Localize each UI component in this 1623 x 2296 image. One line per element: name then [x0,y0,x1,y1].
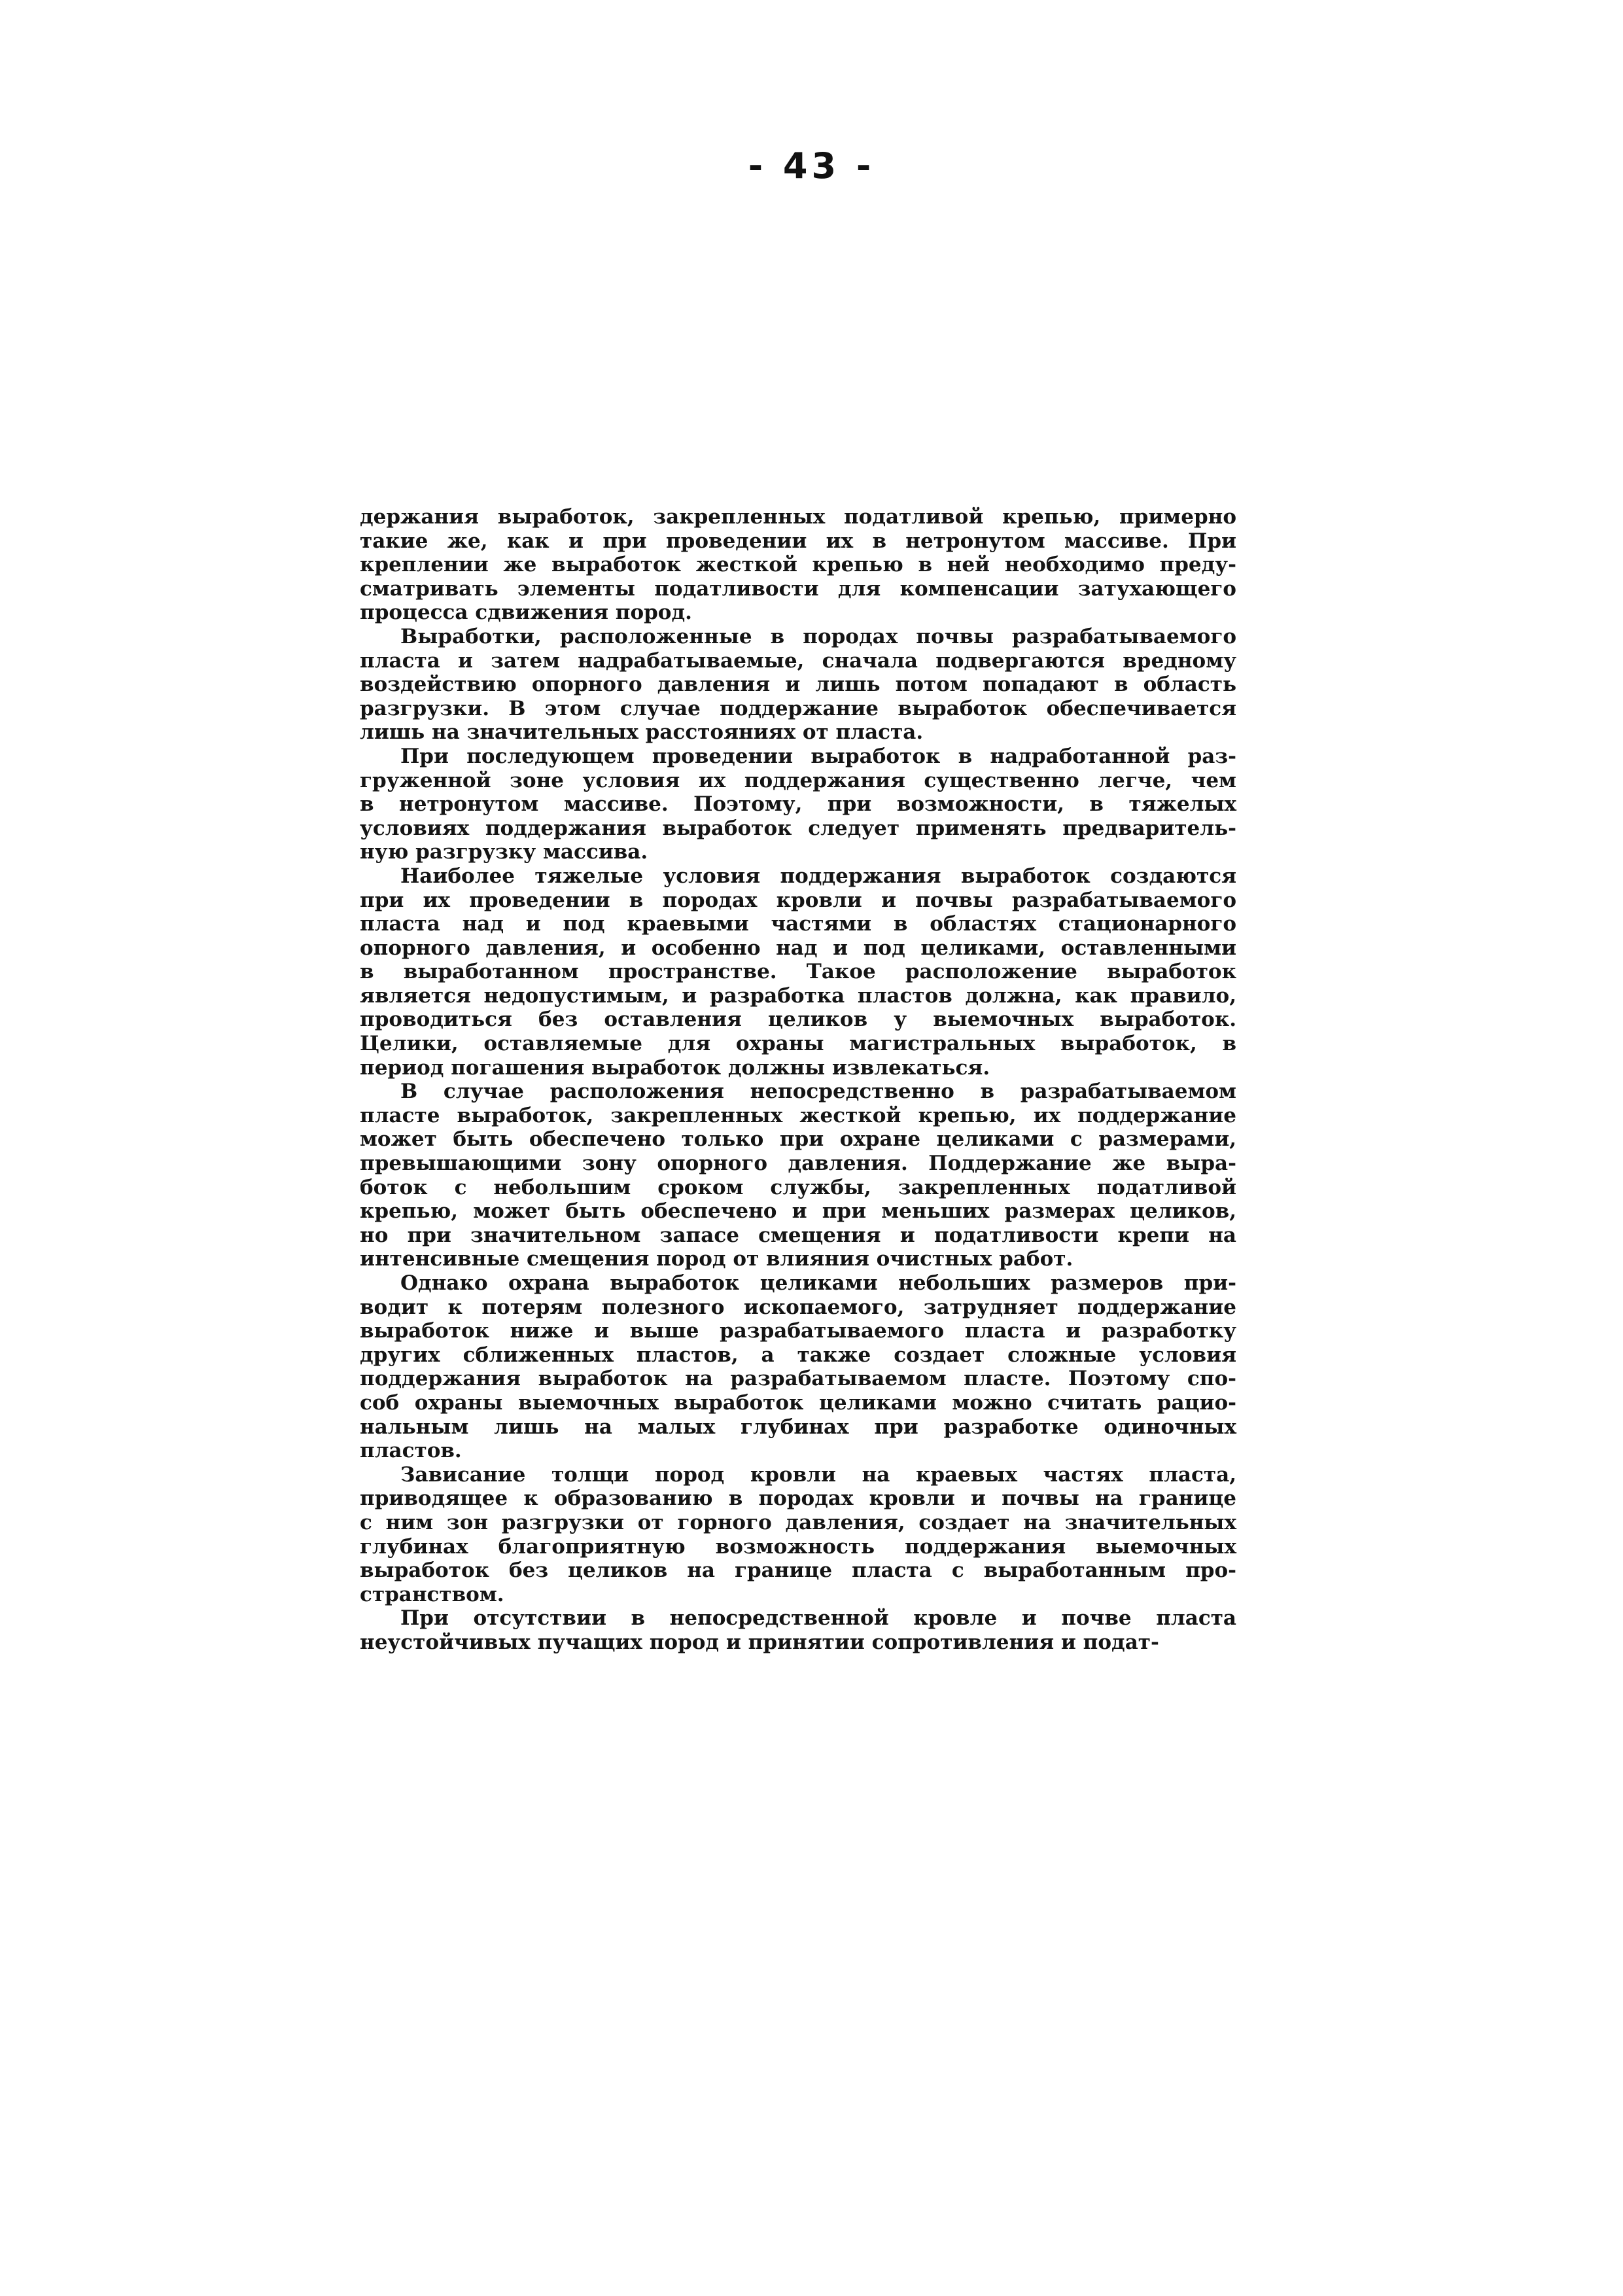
text-line: выработок без целиков на границе пласта с выработанным про- [360,1559,1236,1583]
text-line: нальным лишь на малых глубинах при разработке одиночных [360,1415,1236,1439]
text-line: пласта над и под краевыми частями в областях стационарного [360,912,1236,936]
text-line: водит к потерям полезного ископаемого, затрудняет поддержание [360,1295,1236,1319]
text-line: Однако охрана выработок целиками небольших размеров при- [400,1271,1236,1295]
text-line: Зависание толщи пород кровли на краевых частях пласта, [400,1462,1236,1487]
text-line: странством. [360,1582,504,1606]
text-line: боток с небольшим сроком службы, закрепленных податливой [360,1175,1236,1199]
text-line: является недопустимым, и разработка пластов должна, как правило, [360,983,1236,1008]
text-line: такие же, как и при проведении их в нетронутом массиве. При [360,529,1236,553]
paragraph [360,1080,1236,1271]
text-line: поддержания выработок на разрабатываемом пласте. Поэтому спо- [360,1367,1236,1391]
text-line: крепью, может быть обеспечено и при меньших размерах целиков, [360,1199,1236,1224]
text-line: условиях поддержания выработок следует применять предваритель- [360,816,1236,840]
text-line: проводиться без оставления целиков у выемочных выработок. [360,1008,1236,1032]
text-line: груженной зоне условия их поддержания существенно легче, чем [360,768,1236,792]
text-line: интенсивные смещения пород от влияния очистных работ. [360,1247,1073,1271]
text-line: Выработки, расположенные в породах почвы разрабатываемого [400,624,1236,648]
paragraph [360,505,1236,625]
text-line: При отсутствии в непосредственной кровле и почве пласта [400,1606,1236,1631]
paragraph [360,864,1236,1080]
paragraph [360,1271,1236,1463]
text-line: неустойчивых пучащих пород и принятии сопротивления и подат- [360,1630,1159,1654]
text-line: держания выработок, закрепленных податливой крепью, примерно [360,505,1236,529]
text-line: процесса сдвижения пород. [360,601,692,625]
text-line: выработок ниже и выше разрабатываемого пласта и разработку [360,1319,1236,1343]
text-line: может быть обеспечено только при охране целиками с размерами, [360,1127,1236,1152]
text-line: пластов. [360,1439,462,1463]
text-line: Целики, оставляемые для охраны магистральных выработок, в [360,1032,1236,1056]
text-line: пласта и затем надрабатываемые, сначала подвергаются вредному [360,648,1236,673]
paragraph [360,1463,1236,1607]
paragraph [360,625,1236,745]
text-line: сматривать элементы податливости для компенсации затухающего [360,576,1236,601]
text-line: в нетронутом массиве. Поэтому, при возможности, в тяжелых [360,792,1236,817]
text-line: пласте выработок, закрепленных жесткой крепью, их поддержание [360,1103,1236,1127]
page-number: - 43 - [748,145,875,186]
text-line: других сближенных пластов, а также создает сложные условия [360,1343,1236,1367]
text-line: ную разгрузку массива. [360,840,648,864]
text-line: разгрузки. В этом случае поддержание выработок обеспечивается [360,696,1236,720]
text-line: В случае расположения непосредственно в разрабатываемом [400,1080,1236,1104]
text-line: при их проведении в породах кровли и почвы разрабатываемого [360,888,1236,912]
text-line: но при значительном запасе смещения и податливости крепи на [360,1223,1236,1247]
text-line: лишь на значительных расстояниях от пласта. [360,720,924,745]
text-line: При последующем проведении выработок в надработанной раз- [400,744,1236,768]
text-line: превышающими зону опорного давления. Поддержание же выра- [360,1152,1236,1176]
text-line: соб охраны выемочных выработок целиками можно считать рацио- [360,1390,1236,1415]
text-line: период погашения выработок должны извлекаться. [360,1055,990,1080]
text-line: креплении же выработок жесткой крепью в ней необходимо преду- [360,553,1236,577]
text-line: с ним зон разгрузки от горного давления, создает на значительных [360,1510,1236,1534]
text-line: глубинах благоприятную возможность поддержания выемочных [360,1534,1236,1559]
text-line: приводящее к образованию в породах кровли и почвы на границе [360,1487,1236,1511]
text-line: опорного давления, и особенно над и под целиками, оставленными [360,936,1236,960]
text-body [360,505,1236,1655]
paragraph [360,745,1236,864]
text-line: воздействию опорного давления и лишь потом попадают в область [360,673,1236,697]
text-line: Наиболее тяжелые условия поддержания выработок создаются [400,864,1236,888]
text-line: в выработанном пространстве. Такое расположение выработок [360,960,1236,984]
paragraph [360,1606,1236,1654]
